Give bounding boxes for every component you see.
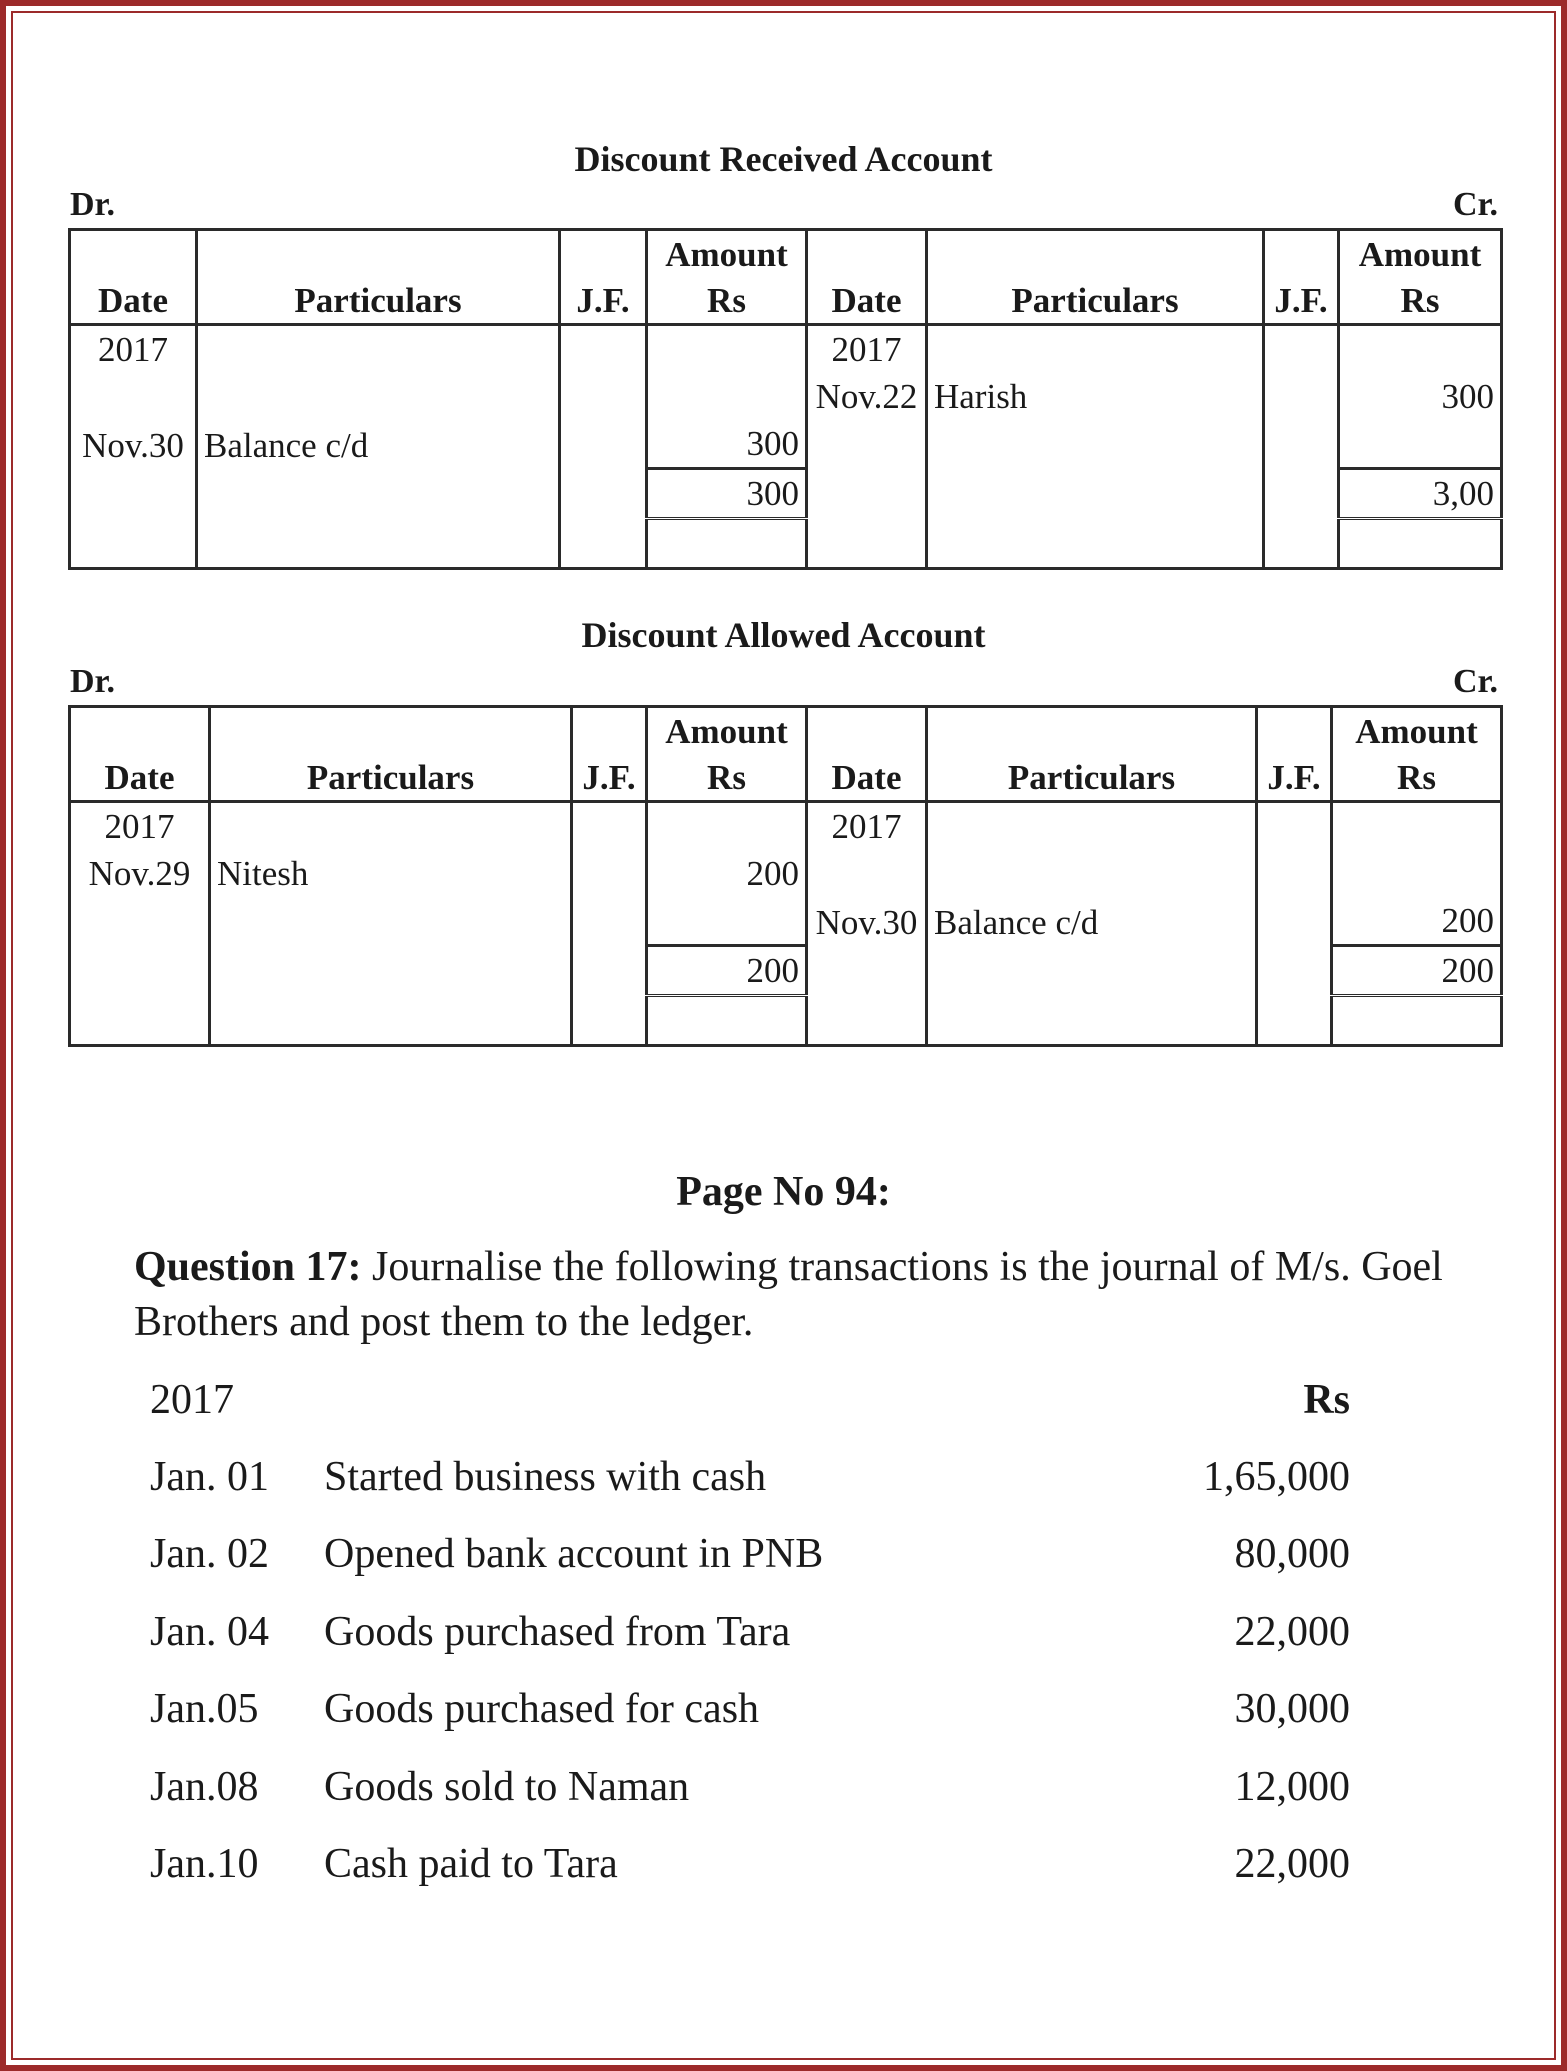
page-number-heading: Page No 94:	[676, 1169, 891, 1215]
jf-header: J.F.	[572, 754, 647, 802]
debit-particulars: Balance c/d	[197, 420, 560, 469]
ledger-discount-allowed	[68, 705, 1503, 1047]
transaction-date: Jan.05	[150, 1686, 259, 1732]
transactions-currency: Rs	[1303, 1377, 1350, 1423]
list-item	[150, 1840, 1350, 1890]
cr-label: Cr.	[1452, 663, 1498, 700]
credit-date: Nov.30	[807, 897, 927, 946]
transaction-particulars: Goods sold to Naman	[324, 1764, 690, 1810]
date-header: Date	[807, 754, 927, 802]
credit-amount: 300	[1339, 373, 1502, 420]
transaction-date: Jan.10	[150, 1841, 259, 1887]
transactions-year: 2017	[150, 1377, 234, 1423]
credit-year: 2017	[807, 325, 927, 374]
credit-total: 200	[1332, 946, 1502, 996]
particulars-header: Particulars	[927, 277, 1264, 325]
amount-header: Amount	[1332, 707, 1502, 755]
transaction-date: Jan. 04	[150, 1609, 269, 1655]
transactions-header	[150, 1376, 1350, 1426]
debit-particulars: Nitesh	[210, 850, 572, 897]
debit-year: 2017	[70, 802, 210, 851]
transaction-particulars: Cash paid to Tara	[324, 1841, 618, 1887]
transaction-amount: 22,000	[1234, 1841, 1350, 1887]
transaction-date: Jan.08	[150, 1764, 259, 1810]
jf-header: J.F.	[1264, 277, 1339, 325]
particulars-header: Particulars	[197, 277, 560, 325]
question-label: Question 17:	[134, 1244, 362, 1290]
amount-header: Amount	[647, 707, 807, 755]
debit-amount: 200	[647, 850, 807, 897]
cr-label: Cr.	[1452, 186, 1498, 223]
debit-date: Nov.29	[70, 850, 210, 897]
particulars-header: Particulars	[210, 754, 572, 802]
transaction-particulars: Started business with cash	[324, 1454, 767, 1500]
transaction-amount: 80,000	[1234, 1531, 1350, 1577]
rs-header: Rs	[647, 754, 807, 802]
debit-total: 200	[647, 946, 807, 996]
debit-date: Nov.30	[70, 420, 197, 469]
rs-header: Rs	[647, 277, 807, 325]
date-header: Date	[807, 277, 927, 325]
list-item	[150, 1763, 1350, 1813]
credit-date: Nov.22	[807, 373, 927, 420]
list-item	[150, 1453, 1350, 1503]
rs-header: Rs	[1339, 277, 1502, 325]
transaction-particulars: Goods purchased from Tara	[324, 1609, 791, 1655]
jf-header: J.F.	[1257, 754, 1332, 802]
transaction-date: Jan. 02	[150, 1531, 269, 1577]
account-title-discount-received: Discount Received Account	[574, 139, 993, 179]
question-text	[134, 1240, 1454, 1350]
dr-label: Dr.	[70, 186, 116, 223]
amount-header: Amount	[647, 230, 807, 278]
transaction-amount: 30,000	[1234, 1686, 1350, 1732]
amount-header: Amount	[1339, 230, 1502, 278]
transaction-particulars: Opened bank account in PNB	[324, 1531, 824, 1577]
date-header: Date	[70, 277, 197, 325]
debit-total: 300	[647, 469, 807, 519]
transaction-amount: 12,000	[1234, 1764, 1350, 1810]
transaction-amount: 22,000	[1234, 1609, 1350, 1655]
transaction-amount: 1,65,000	[1203, 1454, 1350, 1500]
particulars-header: Particulars	[927, 754, 1257, 802]
credit-particulars: Balance c/d	[927, 897, 1257, 946]
list-item	[150, 1608, 1350, 1658]
account-title-discount-allowed: Discount Allowed Account	[581, 615, 986, 655]
ledger-discount-received	[68, 228, 1503, 570]
transaction-particulars: Goods purchased for cash	[324, 1686, 760, 1732]
dr-label: Dr.	[70, 663, 116, 700]
credit-year: 2017	[807, 802, 927, 851]
rs-header: Rs	[1332, 754, 1502, 802]
credit-total: 3,00	[1339, 469, 1502, 519]
date-header: Date	[70, 754, 210, 802]
question-body: Journalise the following transactions is the journal of M/s. Goel Brothers and post them to the ledger.	[134, 1244, 1443, 1345]
list-item	[150, 1685, 1350, 1735]
debit-year: 2017	[70, 325, 197, 374]
jf-header: J.F.	[560, 277, 647, 325]
list-item	[150, 1530, 1350, 1580]
transaction-date: Jan. 01	[150, 1454, 269, 1500]
credit-amount: 200	[1332, 897, 1502, 946]
credit-particulars: Harish	[927, 373, 1264, 420]
debit-amount: 300	[647, 420, 807, 469]
